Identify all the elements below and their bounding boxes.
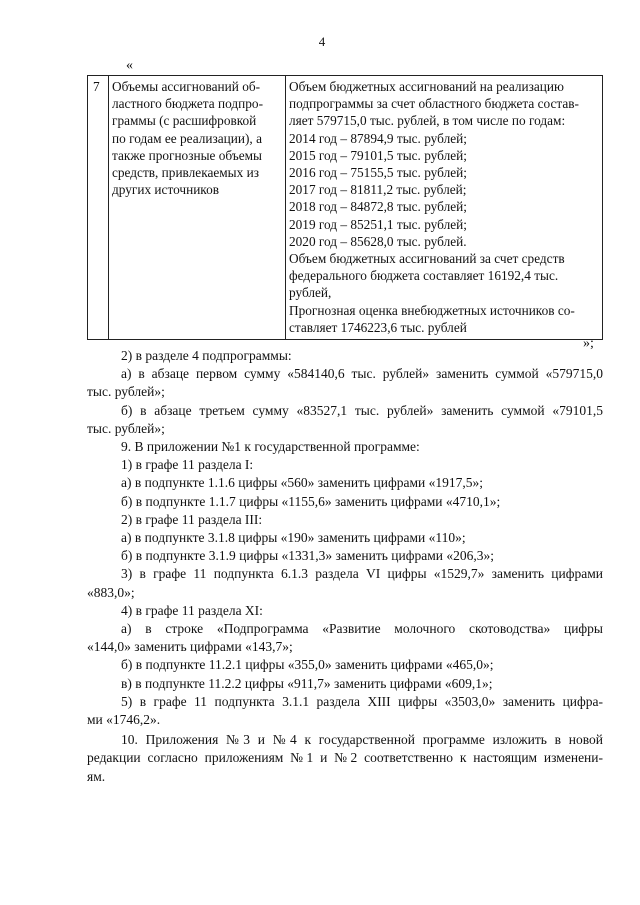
- document-body: [87, 347, 603, 786]
- paragraph-line: а) в подпункте 1.1.6 цифры «560» заменить цифрами «1917,5»;: [121, 475, 484, 491]
- row-content-line: 2016 год – 75155,5 тыс. рублей;: [289, 165, 467, 181]
- paragraph-line: а) в абзаце первом сумму «584140,6 тыс. рублей» заменить суммой «579715,0: [121, 366, 603, 382]
- closing-quote: »;: [583, 336, 594, 351]
- row-number: 7: [93, 79, 100, 94]
- paragraph-line: «144,0» заменить цифрами «143,7»;: [87, 639, 293, 655]
- row-name-line: ластного бюджета подпро-: [112, 96, 263, 112]
- paragraph-line: тыс. рублей»;: [87, 384, 165, 400]
- paragraph-line: а) в подпункте 3.1.8 цифры «190» заменить цифрами «110»;: [121, 530, 466, 546]
- row-content-line: Объем бюджетных ассигнований за счет средств: [289, 251, 565, 267]
- row-content-line: 2014 год – 87894,9 тыс. рублей;: [289, 130, 467, 146]
- paragraph-line: 2) в разделе 4 подпрограммы:: [121, 348, 292, 363]
- row-content-cell: [286, 76, 603, 340]
- row-content-line: ставляет 1746223,6 тыс. рублей: [289, 319, 467, 335]
- paragraph-line: б) в подпункте 1.1.7 цифры «1155,6» заменить цифрами «4710,1»;: [121, 493, 501, 509]
- paragraph-line: б) в подпункте 3.1.9 цифры «1331,3» заменить цифрами «206,3»;: [121, 548, 495, 564]
- paragraph-line: б) в абзаце третьем сумму «83527,1 тыс. рублей» заменить суммой «79101,5: [121, 402, 603, 418]
- row-content-line: 2017 год – 81811,2 тыс. рублей;: [289, 182, 467, 198]
- row-content-line: подпрограммы за счет областного бюджета состав-: [289, 96, 579, 112]
- paragraph-line: б) в подпункте 11.2.1 цифры «355,0» заменить цифрами «465,0»;: [121, 657, 494, 673]
- paragraph-line: 5) в графе 11 подпункта 3.1.1 раздела XIII цифры «3503,0» заменить цифра-: [121, 693, 603, 709]
- row-name-line: средств, привлекаемых из: [112, 165, 259, 181]
- row-number-cell: [88, 76, 109, 340]
- paragraph-line: 3) в графе 11 подпункта 6.1.3 раздела VI цифры «1529,7» заменить цифрами: [121, 566, 603, 582]
- row-content-line: Объем бюджетных ассигнований на реализацию: [289, 79, 564, 94]
- paragraph-line: 1) в графе 11 раздела I:: [121, 457, 254, 473]
- paragraph-line: «883,0»;: [87, 584, 135, 600]
- subprogram-passport-table: [87, 75, 603, 340]
- row-name-line: Объемы ассигнований об-: [112, 79, 261, 94]
- paragraph-line: 2) в графе 11 раздела III:: [121, 511, 263, 527]
- opening-quote: «: [126, 58, 133, 73]
- paragraph-line: 4) в графе 11 раздела XI:: [121, 602, 263, 618]
- paragraph-line: в) в подпункте 11.2.2 цифры «911,7» заменить цифрами «609,1»;: [121, 675, 493, 691]
- paragraph-line: редакции согласно приложениям №1 и №2 соответственно к настоящим изменени-: [87, 750, 603, 766]
- row-content-line: 2015 год – 79101,5 тыс. рублей;: [289, 147, 467, 163]
- paragraph-line: 10. Приложения №3 и №4 к государственной программе изложить в новой: [121, 732, 603, 748]
- paragraph-line: 9. В приложении №1 к государственной программе:: [121, 439, 420, 455]
- row-name-cell: [109, 76, 286, 340]
- row-content-line: 2020 год – 85628,0 тыс. рублей.: [289, 233, 467, 249]
- row-content-line: 2018 год – 84872,8 тыс. рублей;: [289, 199, 467, 215]
- row-content-line: ляет 579715,0 тыс. рублей, в том числе по годам:: [289, 113, 566, 129]
- page-number: 4: [318, 34, 326, 49]
- row-name-line: также прогнозные объемы: [112, 147, 262, 163]
- row-content-line: Прогнозная оценка внебюджетных источников со-: [289, 302, 575, 318]
- paragraph-line: тыс. рублей»;: [87, 420, 165, 436]
- row-name-line: граммы (с расшифровкой: [112, 113, 257, 129]
- row-name-line: по годам ее реализации), а: [112, 130, 262, 146]
- paragraph-line: ми «1746,2».: [87, 712, 161, 728]
- paragraph-line: ям.: [87, 768, 106, 784]
- row-content-line: рублей,: [289, 285, 332, 301]
- row-content-line: 2019 год – 85251,1 тыс. рублей;: [289, 216, 467, 232]
- row-content-line: федерального бюджета составляет 16192,4 тыс.: [289, 268, 559, 284]
- table-row: [88, 76, 603, 340]
- row-name-line: других источников: [112, 182, 220, 198]
- paragraph-line: а) в строке «Подпрограмма «Развитие молочного скотоводства» цифры: [121, 621, 603, 637]
